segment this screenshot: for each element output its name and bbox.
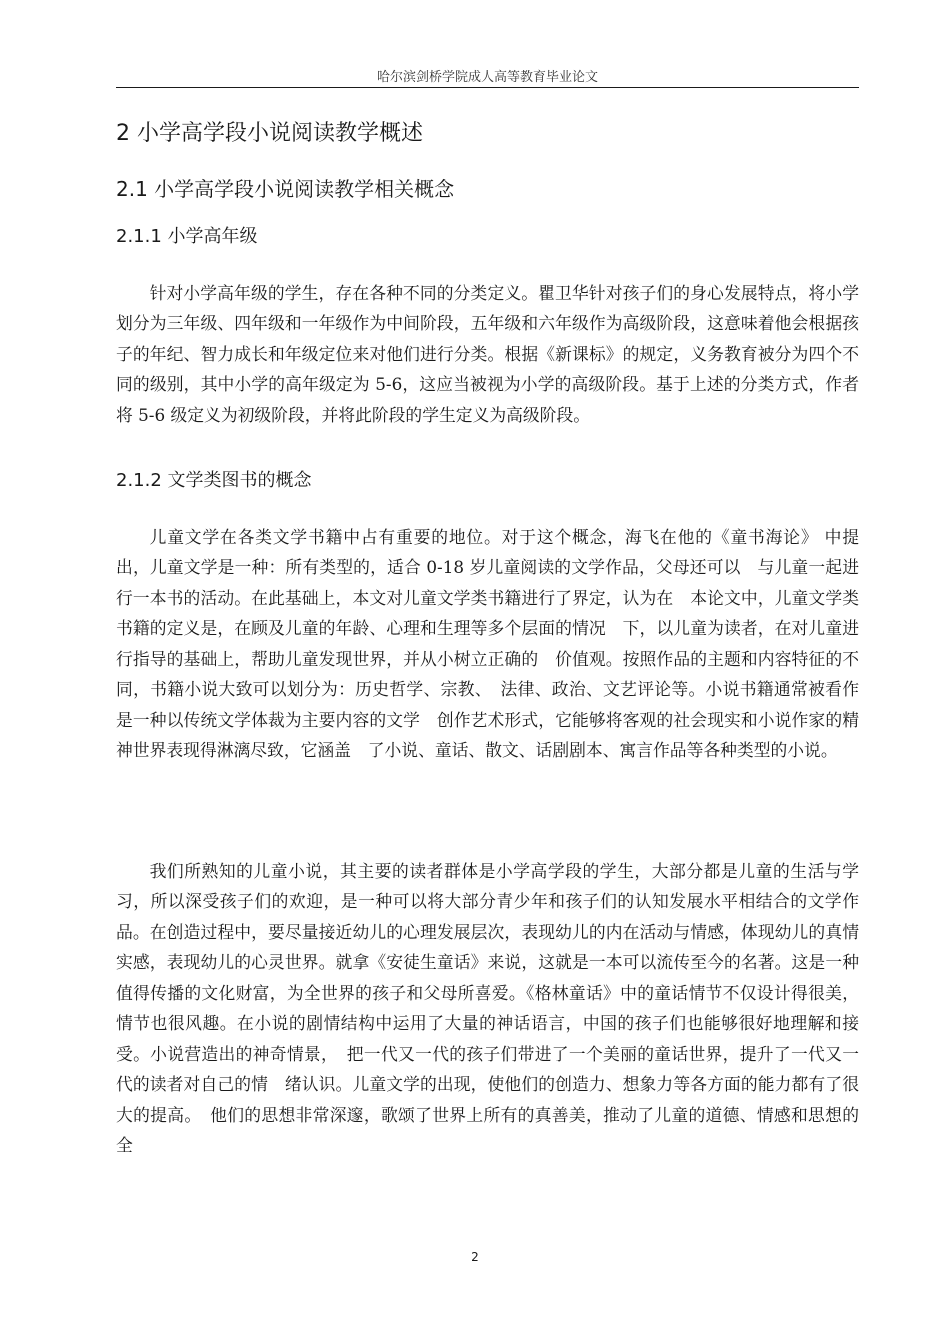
- running-header: 哈尔滨剑桥学院成人高等教育毕业论文: [376, 70, 598, 85]
- subsection-heading-2: 2.1.2 文学类图书的概念: [116, 470, 312, 491]
- body-paragraph-2: 儿童文学在各类文学书籍中占有重要的地位。对于这个概念，海飞在他的《童书海论》 中提出，儿童文学是一种：所有类型的，适合 0-18 岁儿童阅读的文学作品，父母还可以 与儿童一起进行一本书的活动。在此基础上，本文对儿童文学类书籍进行了界定，认为在 本论文中，儿童文学类书籍的定义是，在顾及儿童的年龄、心理和生理等多个层面的情况 下，以儿童为读者，在对儿童进行指导的基础上，帮助儿童发现世界，并从小树立正确的 价值观。按照作品的主题和内容特征的不同，书籍小说大致可以划分为：历史哲学、宗教、 法律、政治、文艺评论等。小说书籍通常被看作是一种以传统文学体裁为主要内容的文学 创作艺术形式，它能够将客观的社会现实和小说作家的精神世界表现得淋漓尽致，它涵盖 了小说、童话、散文、话剧剧本、寓言作品等各种类型的小说。: [116, 526, 859, 761]
- body-paragraph-1: 针对小学高年级的学生，存在各种不同的分类定义。瞿卫华针对孩子们的身心发展特点，将小学划分为三年级、四年级和一年级作为中间阶段，五年级和六年级作为高级阶段，这意味着他会根据孩子的年纪、智力成长和年级定位来对他们进行分类。根据《新课标》的规定，义务教育被分为四个不同的级别，其中小学的高年级定为 5-6，这应当被视为小学的高级阶段。基于上述的分类方式，作者将 5-6 级定义为初级阶段，并将此阶段的学生定义为高级阶段。: [116, 282, 859, 425]
- subsection-heading-1: 2.1.1 小学高年级: [116, 226, 258, 247]
- section-heading: 2.1 小学高学段小说阅读教学相关概念: [116, 177, 455, 201]
- page-number: 2: [471, 1250, 479, 1264]
- header-divider: [116, 87, 859, 88]
- body-paragraph-3: 我们所熟知的儿童小说，其主要的读者群体是小学高学段的学生，大部分都是儿童的生活与学习，所以深受孩子们的欢迎，是一种可以将大部分青少年和孩子们的认知发展水平相结合的文学作品。在创造过程中，要尽量接近幼儿的心理发展层次，表现幼儿的内在活动与情感，体现幼儿的真情实感，表现幼儿的心灵世界。就拿《安徒生童话》来说，这就是一本可以流传至今的名著。这是一种值得传播的文化财富，为全世界的孩子和父母所喜爱。《格林童话》中的童话情节不仅设计得很美，情节也很风趣。在小说的剧情结构中运用了大量的神话语言，中国的孩子们也能够很好地理解和接受。小说营造出的神奇情景， 把一代又一代的孩子们带进了一个美丽的童话世界，提升了一代又一代的读者对自己的情 绪认识。儿童文学的出现，使他们的创造力、想象力等各方面的能力都有了很大的提高。 他们的思想非常深邃，歌颂了世界上所有的真善美，推动了儿童的道德、情感和思想的全: [116, 860, 859, 1156]
- chapter-heading: 2 小学高学段小说阅读教学概述: [116, 121, 423, 146]
